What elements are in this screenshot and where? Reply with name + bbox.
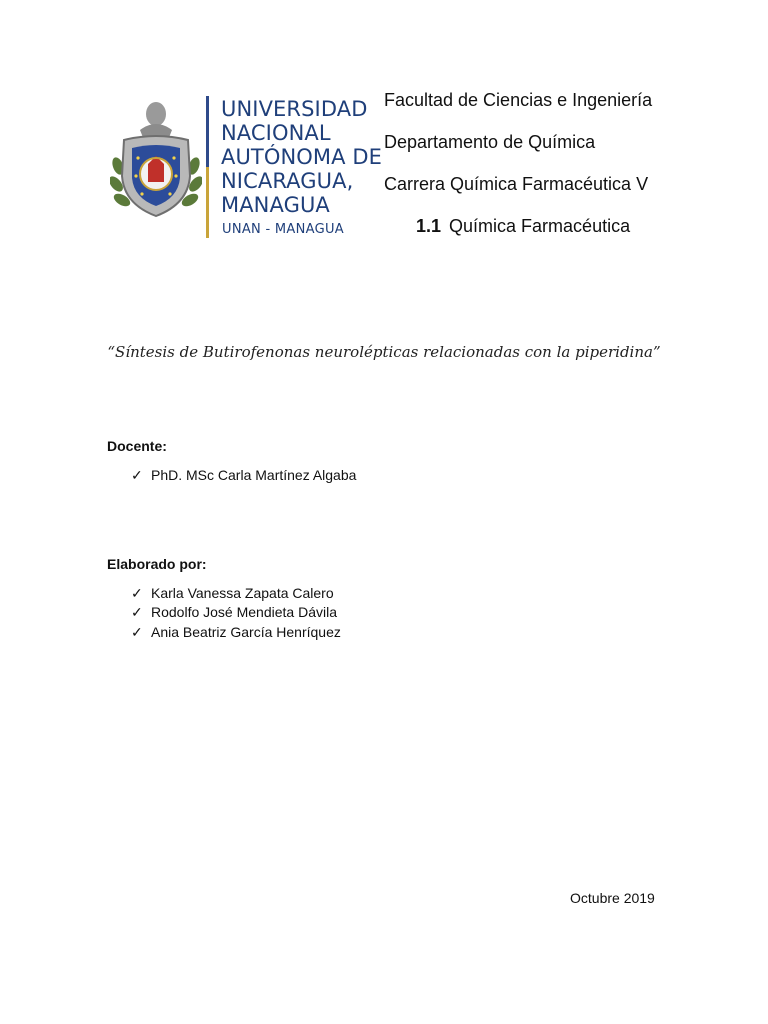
author-name: Karla Vanessa Zapata Calero: [151, 585, 334, 601]
author-list-item: [131, 624, 341, 644]
university-name-line: AUTÓNOMA DE: [221, 145, 383, 169]
university-abbreviation: UNAN - MANAGUA: [222, 222, 344, 237]
department-name: Departamento de Química: [384, 132, 596, 152]
checkmark-icon: ✓: [131, 467, 143, 483]
docente-label: Docente:: [107, 438, 167, 454]
course-number: 1.1: [416, 216, 442, 236]
university-name-line: NICARAGUA,: [221, 169, 354, 193]
faculty-name: Facultad de Ciencias e Ingeniería: [384, 90, 653, 110]
course-name: Química Farmacéutica: [449, 216, 631, 236]
career-name: Carrera Química Farmacéutica V: [384, 174, 649, 194]
document-title: “Síntesis de Butirofenonas neurolépticas relacionadas con la piperidina”: [107, 343, 661, 361]
docente-list-item: [131, 467, 356, 487]
course-heading: [416, 216, 630, 237]
author-name: Ania Beatriz García Henríquez: [151, 624, 341, 640]
document-date: Octubre 2019: [570, 890, 655, 906]
checkmark-icon: ✓: [131, 624, 143, 640]
author-name: Rodolfo José Mendieta Dávila: [151, 604, 337, 620]
checkmark-icon: ✓: [131, 585, 143, 601]
docente-name: PhD. MSc Carla Martínez Algaba: [151, 467, 357, 483]
author-list-item: [131, 604, 337, 624]
logo-divider: [206, 96, 209, 238]
author-list-item: [131, 585, 334, 605]
university-name-line: UNIVERSIDAD: [221, 97, 368, 121]
elaborado-label: Elaborado por:: [107, 556, 207, 572]
university-seal-logo: [110, 96, 202, 220]
university-name-line: NACIONAL: [221, 121, 331, 145]
university-name-line: MANAGUA: [221, 193, 330, 217]
checkmark-icon: ✓: [131, 604, 143, 620]
